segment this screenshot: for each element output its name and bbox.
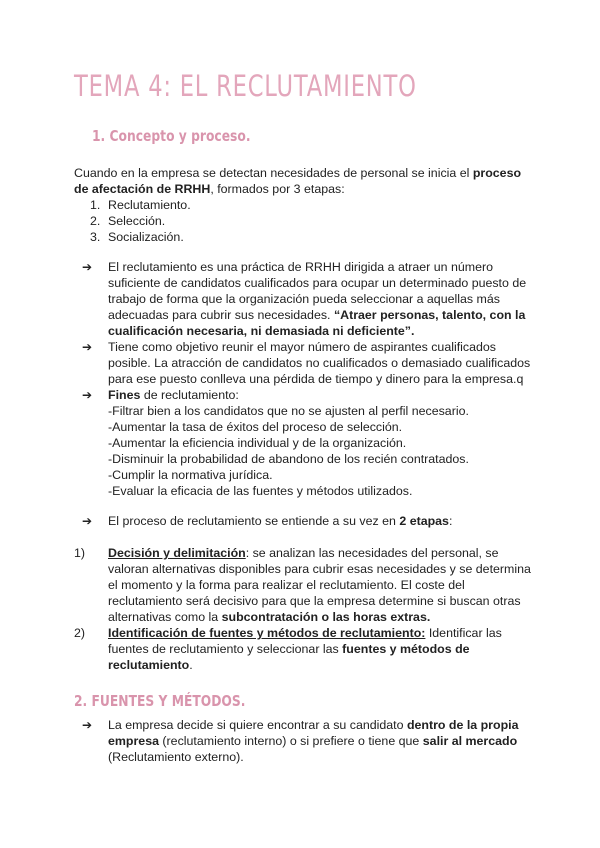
- fines-bold: Fines: [108, 388, 141, 402]
- etapa-bold: subcontratación o las horas extras.: [221, 610, 431, 624]
- intro-text-end: , formados por 3 etapas:: [210, 182, 345, 196]
- list-item: -Evaluar la eficacia de las fuentes y métodos utilizados.: [108, 484, 413, 498]
- etapa-title: Identificación de fuentes y métodos de reclutamiento:: [108, 626, 426, 640]
- list-item: -Disminuir la probabilidad de abandono de los recién contratados.: [108, 452, 469, 466]
- bullet-text: Tiene como objetivo reunir el mayor número de aspirantes cualificados posible. La atracción de candidatos no cualificados o demasiado cualificados para ese puesto conlleva una pérdida de tiempo y dinero para la empresa.q: [108, 340, 531, 386]
- bullet-bold: salir al mercado: [422, 734, 518, 748]
- bullet-reclutamiento: [74, 259, 534, 339]
- etapa-title: Decisión y delimitación: [108, 546, 246, 560]
- list-number: 1): [74, 546, 86, 560]
- section2-body: [74, 717, 534, 765]
- list-item: [74, 213, 534, 229]
- list-label: Socialización.: [108, 230, 184, 244]
- intro-bold: proceso de afectación de RRHH: [74, 166, 522, 196]
- bullet-bold: “Atraer personas, talento, con la cualificación necesaria, ni demasiada ni deficiente”.: [108, 308, 526, 338]
- etapa-text-end: .: [189, 658, 193, 672]
- list-label: Reclutamiento.: [108, 198, 191, 212]
- bullet-proceso: [74, 513, 534, 529]
- arrow-icon: ➔: [82, 388, 93, 402]
- section1-heading: 1. Concepto y proceso.: [92, 127, 251, 145]
- etapa-identificacion: [74, 625, 534, 673]
- section1-body: [74, 165, 534, 673]
- arrow-icon: ➔: [82, 514, 93, 528]
- bullet-text: El reclutamiento es una práctica de RRHH dirigida a atraer un número suficiente de candidatos cualificados para ocupar un determinado puesto de trabajo de forma que la organización pueda seleccionar a aquellas más adecuadas para cubrir sus necesidades.: [108, 260, 527, 322]
- etapas-list: [74, 197, 534, 245]
- etapa-text: Identificar las fuentes de reclutamiento y seleccionar las: [108, 626, 502, 656]
- list-label: Selección.: [108, 214, 166, 228]
- etapa-bold: fuentes y métodos de reclutamiento: [108, 642, 470, 672]
- bullet-text: (reclutamiento interno) o si prefiere o tiene que: [158, 734, 423, 748]
- intro-text: Cuando en la empresa se detectan necesidades de personal se inicia el: [74, 166, 473, 180]
- list-item: -Aumentar la tasa de éxitos del proceso de selección.: [108, 420, 403, 434]
- list-item: -Aumentar la eficiencia individual y de la organización.: [108, 436, 407, 450]
- arrow-icon: ➔: [82, 340, 93, 354]
- list-item: -Filtrar bien a los candidatos que no se ajusten al perfil necesario.: [108, 404, 469, 418]
- list-item: -Cumplir la normativa jurídica.: [108, 468, 273, 482]
- list-number: 2.: [90, 214, 101, 228]
- bullet-objetivo: [74, 339, 534, 387]
- bullet-fines: [74, 387, 534, 403]
- list-number: 2): [74, 626, 86, 640]
- bullet-bold: dentro de la propia empresa: [108, 718, 519, 748]
- list-item: [74, 197, 534, 213]
- bullet-bold: 2 etapas: [399, 514, 449, 528]
- fines-text: de reclutamiento:: [140, 388, 239, 402]
- etapa-decision: [74, 545, 534, 625]
- etapa-text: : se analizan las necesidades del personal, se valoran alternativas disponibles para cubrir esas necesidades y se determina el momento y la forma para realizar el reclutamiento. El coste del reclutamiento será decisivo para que la empresa determine si buscan otras alternativas como la: [108, 546, 531, 624]
- section2-heading: 2. FUENTES Y MÉTODOS.: [74, 692, 246, 710]
- list-item: [74, 229, 534, 245]
- bullet-fuentes: [74, 717, 534, 765]
- list-number: 3.: [90, 230, 101, 244]
- page-title: TEMA 4: EL RECLUTAMIENTO: [74, 69, 417, 103]
- bullet-text: El proceso de reclutamiento se entiende a su vez en: [108, 514, 400, 528]
- bullet-text-end: (Reclutamiento externo).: [108, 750, 244, 764]
- arrow-icon: ➔: [82, 718, 93, 732]
- bullet-text-end: :: [448, 514, 453, 528]
- bullet-text: La empresa decide si quiere encontrar a su candidato: [108, 718, 407, 732]
- list-number: 1.: [90, 198, 101, 212]
- intro-paragraph: [74, 165, 534, 197]
- fines-list: [74, 403, 534, 499]
- arrow-icon: ➔: [82, 260, 93, 274]
